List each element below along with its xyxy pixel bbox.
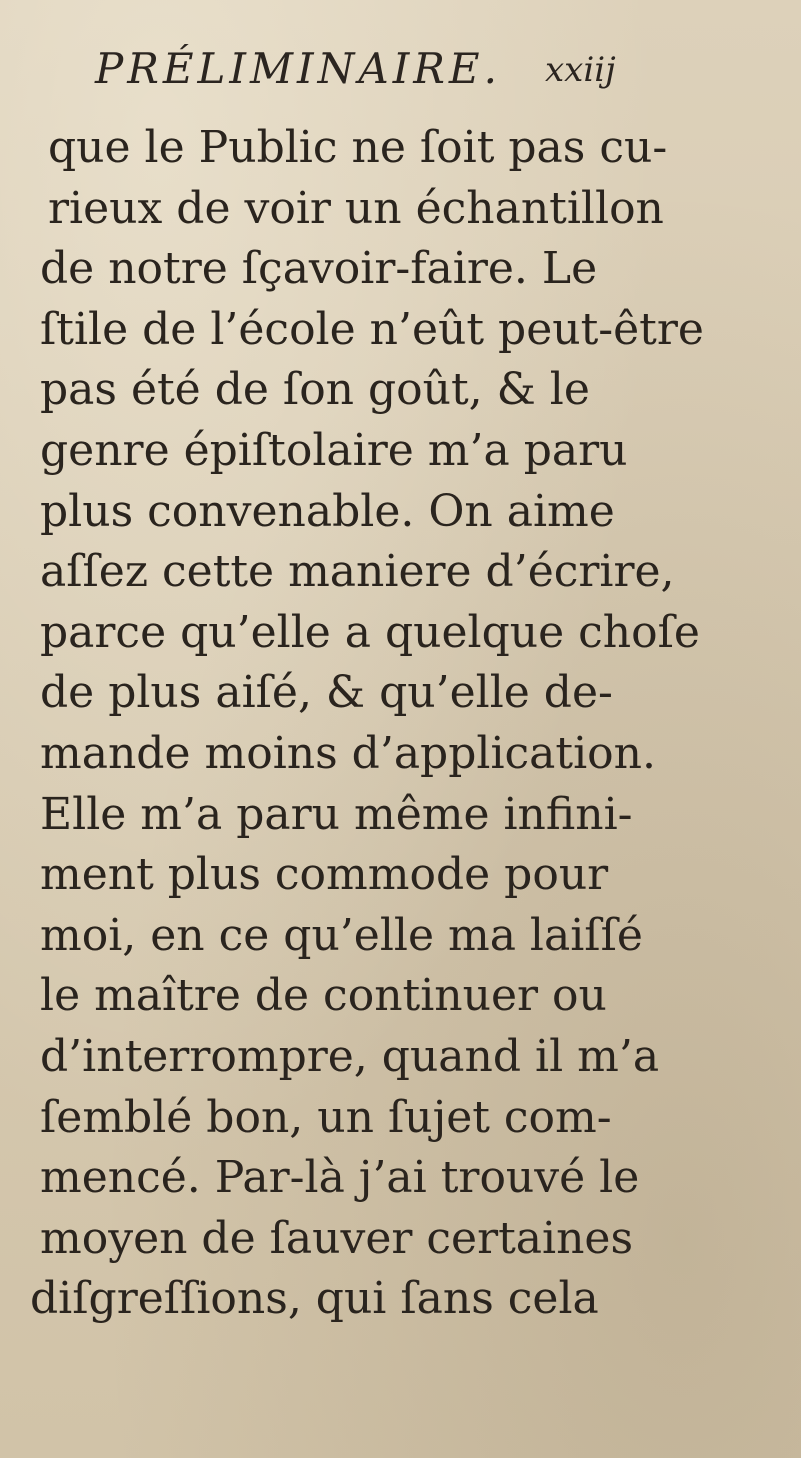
text-line: de notre ſçavoir-faire. Le: [40, 243, 598, 295]
text-line: moi, en ce qu’elle ma laiſſé: [40, 909, 643, 961]
text-line: rieux de voir un échantillon: [48, 182, 664, 234]
text-line: pas été de ſon goût, & le: [40, 364, 590, 416]
text-line: parce qu’elle a quelque choſe: [40, 606, 700, 658]
text-line: mencé. Par-là j’ai trouvé le: [40, 1152, 640, 1204]
text-line: de plus aiſé, & qu’elle de-: [40, 667, 613, 719]
text-line: ſtile de l’école n’eût peut-être: [40, 303, 704, 355]
running-title: PRÉLIMINAIRE.: [95, 44, 501, 93]
text-line: ſemblé bon, un ſujet com-: [40, 1091, 612, 1143]
text-line: mande moins d’application.: [40, 727, 656, 779]
text-line: plus convenable. On aime: [40, 485, 615, 537]
text-line: diſgreſſions, qui ſans cela: [30, 1273, 599, 1325]
text-line: le maître de continuer ou: [40, 970, 607, 1022]
text-line: que le Public ne ſoit pas cu-: [48, 122, 668, 173]
body-text: [30, 118, 770, 1330]
page-number: xxiij: [545, 50, 616, 90]
text-line: genre épiſtolaire m’a paru: [40, 424, 628, 476]
text-line: moyen de ſauver certaines: [40, 1212, 634, 1264]
text-line: Elle m’a paru même infini-: [40, 788, 633, 840]
text-line: ment plus commode pour: [40, 849, 609, 901]
text-line: d’interrompre, quand il m’a: [40, 1030, 660, 1082]
text-line: aſſez cette maniere d’écrire,: [40, 546, 675, 598]
running-head: [95, 36, 695, 96]
